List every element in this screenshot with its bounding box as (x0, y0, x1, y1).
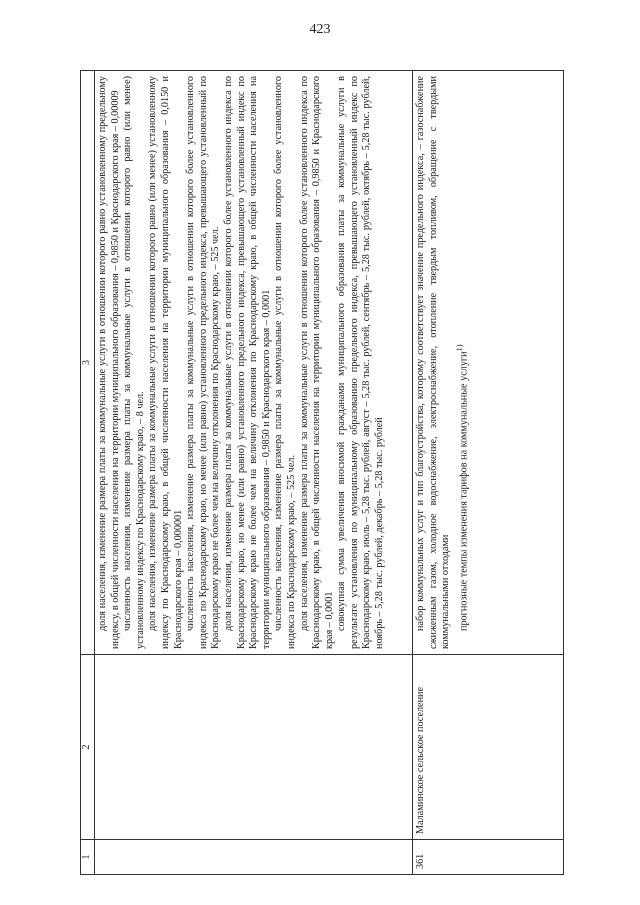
indicators-cell (95, 71, 413, 655)
table-row (95, 71, 413, 875)
row-number-cell: 361 (413, 840, 564, 875)
indicator-paragraph (453, 76, 471, 649)
indicator-paragraph: доля населения, изменение размера платы за коммунальные услуги в отношении которого более установленного индекса по Краснодарскому краю, в общей численности населения на территории муниципального образования – 0,9850 и Краснодарского края – 0,0001 (298, 76, 335, 649)
indices-table (80, 70, 564, 875)
indicator-paragraph: численность населения, изменение размера платы за коммунальные услуги в отношении которого равно (или менее) установленному индексу по Краснодарскому краю, – 8 чел. (122, 76, 146, 649)
header-col-3: 3 (81, 71, 95, 655)
indicator-paragraph: численность населения, изменение размера платы за коммунальные услуги в отношении которого более установленного индекса по Краснодарскому краю, но менее (или равно) установленного предельного индекса, превышающего установленный по Краснодарскому краю не более чем на величину отклонения по Краснодарскому краю, – 525 чел. (185, 76, 222, 649)
municipality-cell: Маламинское сельское поселение (413, 655, 564, 840)
indicator-paragraph: доля населения, изменение размера платы за коммунальные услуги в отношении которого равно установленному предельному индексу, в общей численности населения на территории муниципального образования – 0,9850 и Краснодарского края – 0,00009 (97, 76, 121, 649)
row-number-cell (95, 840, 413, 875)
table-row (413, 71, 564, 875)
indicator-paragraph: набор коммунальных услуг и тип благоустройства, которому соответствует значение предельного индекса, – газоснабжение сжиженным газом, холодное водоснабжение, электроснабжение, отопление твердым топливом, обращение с твердыми коммунальными отходами (415, 76, 452, 649)
indicators-cell (413, 71, 564, 655)
indicator-paragraph: численность населения, изменение размера платы за коммунальные услуги в отношении которого более установленного индекса по Краснодарскому краю, – 525 чел. (273, 76, 297, 649)
indicator-paragraph: доля населения, изменение размера платы за коммунальные услуги в отношении которого более установленного индекса по Краснодарскому краю, но менее (или равно) установленного предельного индекса, превышающего установленный индекс по Краснодарскому краю не более чем на величину отклонения по Краснодарскому краю, в общей численности населения на территории муниципального образования – 0,9850 и Краснодарского края – 0,0001 (222, 76, 272, 649)
municipality-cell (95, 655, 413, 840)
header-col-2: 2 (81, 655, 95, 840)
indicator-text: прогнозные темпы изменения тарифов на коммунальные услуги (458, 351, 470, 631)
indicator-paragraph: доля населения, изменение размера платы за коммунальные услуги в отношении которого равно (или менее) установленному индексу по Краснодарскому краю, в общей численности населения на территории муниципального образования – 0,0150 и Краснодарского края – 0,000001 (147, 76, 184, 649)
rotated-table-container (80, 70, 564, 875)
footnote-marker: 1) (453, 344, 464, 352)
indicator-paragraph: совокупная сумма увеличения вносимой гражданами муниципального образования платы за коммунальные услуги в результате установления по муниципальному образованию предельного индекса, превышающего установленный индекс по Краснодарскому краю, июль – 5,28 тыс. рублей, август – 5,28 тыс. рублей, сентябрь – 5,28 тыс. рублей, октябрь – 5,28 тыс. рублей, ноябрь – 5,28 тыс. рублей, декабрь – 5,28 тыс. рублей (336, 76, 386, 649)
header-col-1: 1 (81, 840, 95, 875)
table-header-row (81, 71, 95, 875)
page-number: 423 (309, 22, 331, 37)
